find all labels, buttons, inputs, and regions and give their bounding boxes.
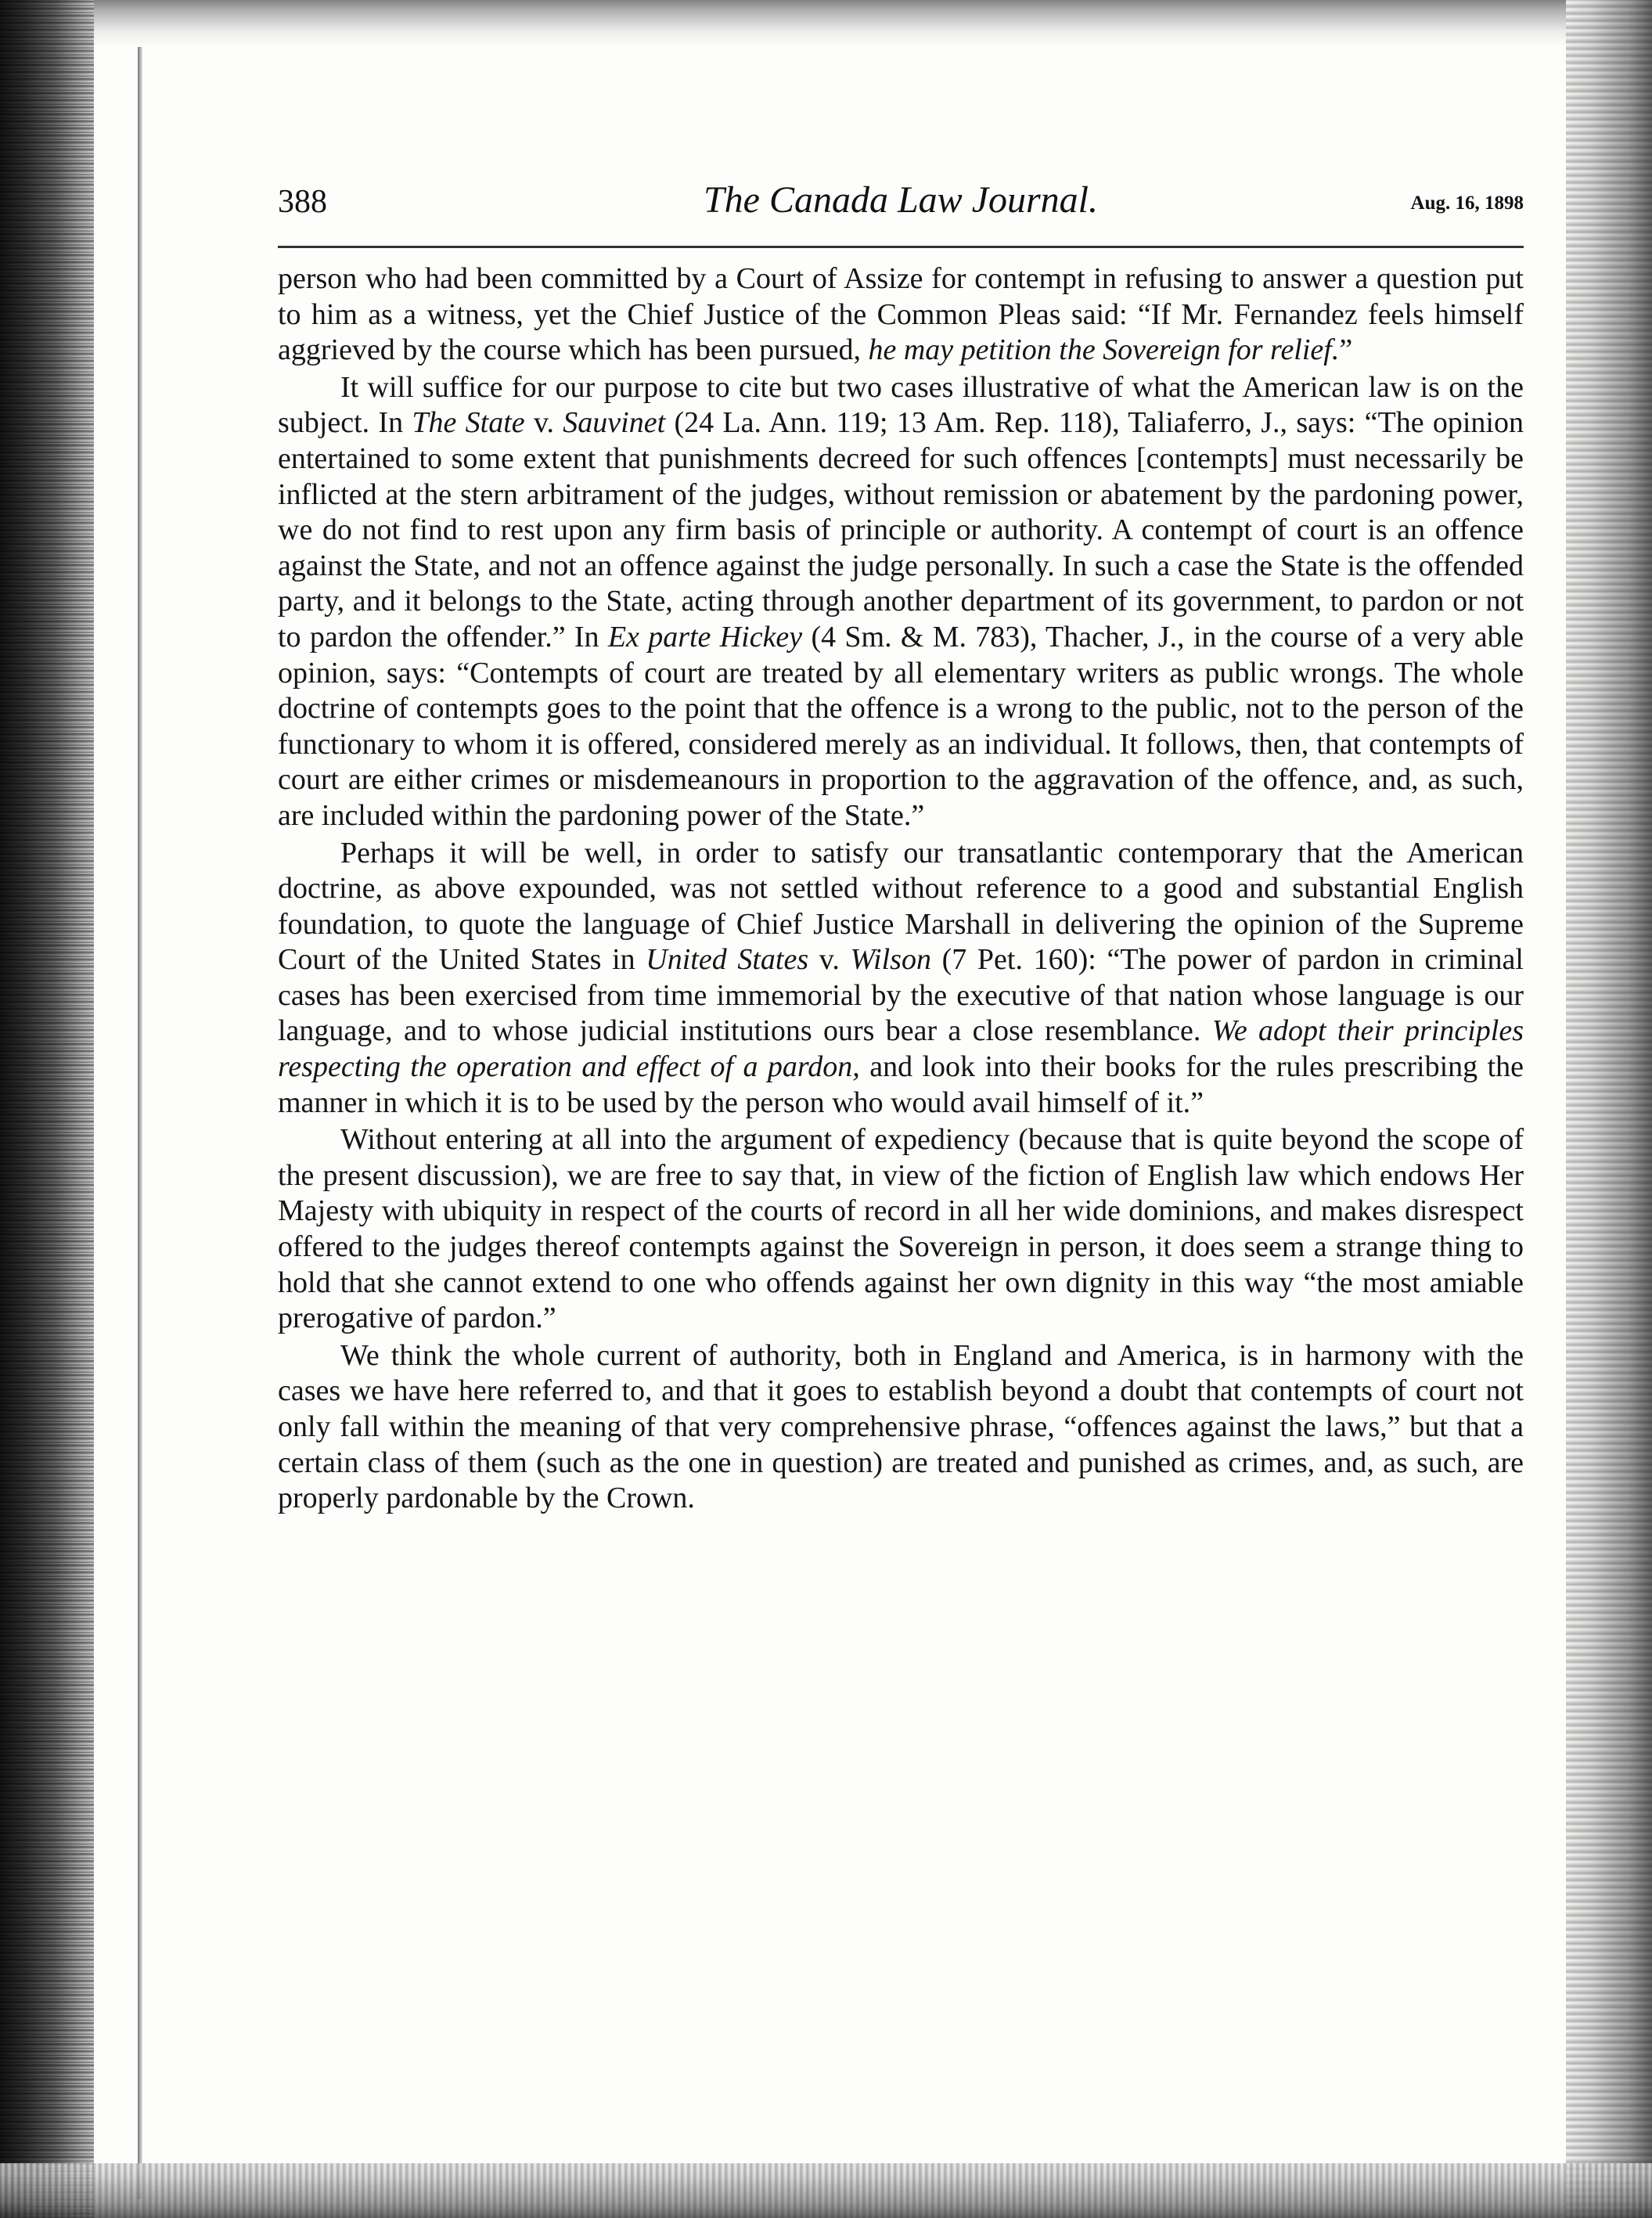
scan-left-edge <box>0 0 94 2218</box>
text-run: Perhaps it will be well, in order to satisfy our transatlantic contemporary that the American doctrine, as above expounded, was not settled without reference to a good and substantial English foundation, to quote the language of Chief Justice Marshall in delivering the opinion of the Supreme Court of the United States in <box>278 836 1524 977</box>
italic-citation: We adopt their principles respecting the operation and effect of a pardon, <box>278 1014 1524 1084</box>
paragraph <box>278 1122 1524 1337</box>
text-run: person who had been committed by a Court of Assize for contempt in refusing to answer a question put to him as a witness, yet the Chief Justice of the Common Pleas said: “If Mr. Fernandez feels himself aggrieved by the course which has been pursued, <box>278 262 1524 367</box>
italic-citation: United States <box>646 943 809 977</box>
text-run: (4 Sm. & M. 783), Thacher, J., in the course of a very able opinion, says: “Contempts of court are treated by all elementary writers as public wrongs. The whole doctrine of contempts goes to the point that the offence is a wrong to the public, not to the person of the functionary to whom it is offered, considered merely as an individual. It follows, then, that contempts of court are either crimes or misdemeanours in proportion to the aggravation of the offence, and, as such, are included within the pardoning power of the State.” <box>278 620 1524 832</box>
italic-citation: Ex parte Hickey <box>607 620 803 654</box>
text-run: (7 Pet. 160): “The power of pardon in criminal cases has been exercised from time immemorial by the executive of that nation whose language is our language, and to whose judicial institutions ours bear a close resemblance. <box>278 943 1524 1048</box>
text-run: ” <box>1339 333 1353 367</box>
header-rule <box>278 246 1524 248</box>
italic-citation: he may petition the Sovereign for relief. <box>868 333 1340 367</box>
scan-right-edge <box>1566 0 1652 2218</box>
paragraph <box>278 836 1524 1122</box>
paragraph <box>278 1338 1524 1517</box>
paragraph-continued <box>278 261 1524 369</box>
text-run: Without entering at all into the argument of expediency (because that is quite beyond the scope of the present discussion), we are free to say that, in view of the fiction of English law which endows Her Majesty with ubiquity in respect of the courts of record in all her wide dominions, and makes disrespect offered to the judges thereof contempts against the Sovereign in person, it does seem a strange thing to hold that she cannot extend to one who offends against her own dignity in this way “the most amiable prerogative of pardon.” <box>278 1123 1524 1335</box>
scan-binding-line <box>138 47 142 2199</box>
article-body <box>278 261 1524 1517</box>
text-run: and look into their books for the rules prescribing the manner in which it is to be used by the person who would avail himself of it.” <box>278 1050 1524 1119</box>
running-head <box>278 178 1524 229</box>
italic-citation: The State <box>412 406 525 440</box>
paragraph <box>278 370 1524 834</box>
page-number: 388 <box>278 184 327 220</box>
issue-date: Aug. 16, 1898 <box>1410 193 1524 214</box>
scan-bottom-edge <box>0 2163 1652 2218</box>
scan-top-edge <box>0 0 1652 47</box>
text-run: v. <box>808 943 851 977</box>
text-run: v. <box>524 406 563 440</box>
italic-citation: Sauvinet <box>563 406 666 440</box>
journal-title: The Canada Law Journal. <box>703 179 1099 221</box>
italic-citation: Wilson <box>850 943 931 977</box>
text-run: We think the whole current of authority, both in England and America, is in harmony with the cases we have here referred to, and that it goes to establish beyond a doubt that contempts of court not only fall within the meaning of that very comprehensive phrase, “offences against the laws,” but that a certain class of them (such as the one in question) are treated and punished as crimes, and, as such, are properly pardonable by the Crown. <box>278 1338 1524 1515</box>
text-run: It will suffice for our purpose to cite but two cases illustrative of what the American law is on the subject. In <box>278 370 1524 440</box>
text-run: (24 La. Ann. 119; 13 Am. Rep. 118), Taliaferro, J., says: “The opinion entertained to some extent that punishments decreed for such offences [contempts] must necessarily be inflicted at the stern arbitrament of the judges, without remission or abatement by the pardoning power, we do not find to rest upon any firm basis of principle or authority. A contempt of court is an offence against the State, and not an offence against the judge personally. In such a case the State is the offended party, and it belongs to the State, acting through another department of its government, to pardon or not to pardon the offender.” In <box>278 406 1524 654</box>
